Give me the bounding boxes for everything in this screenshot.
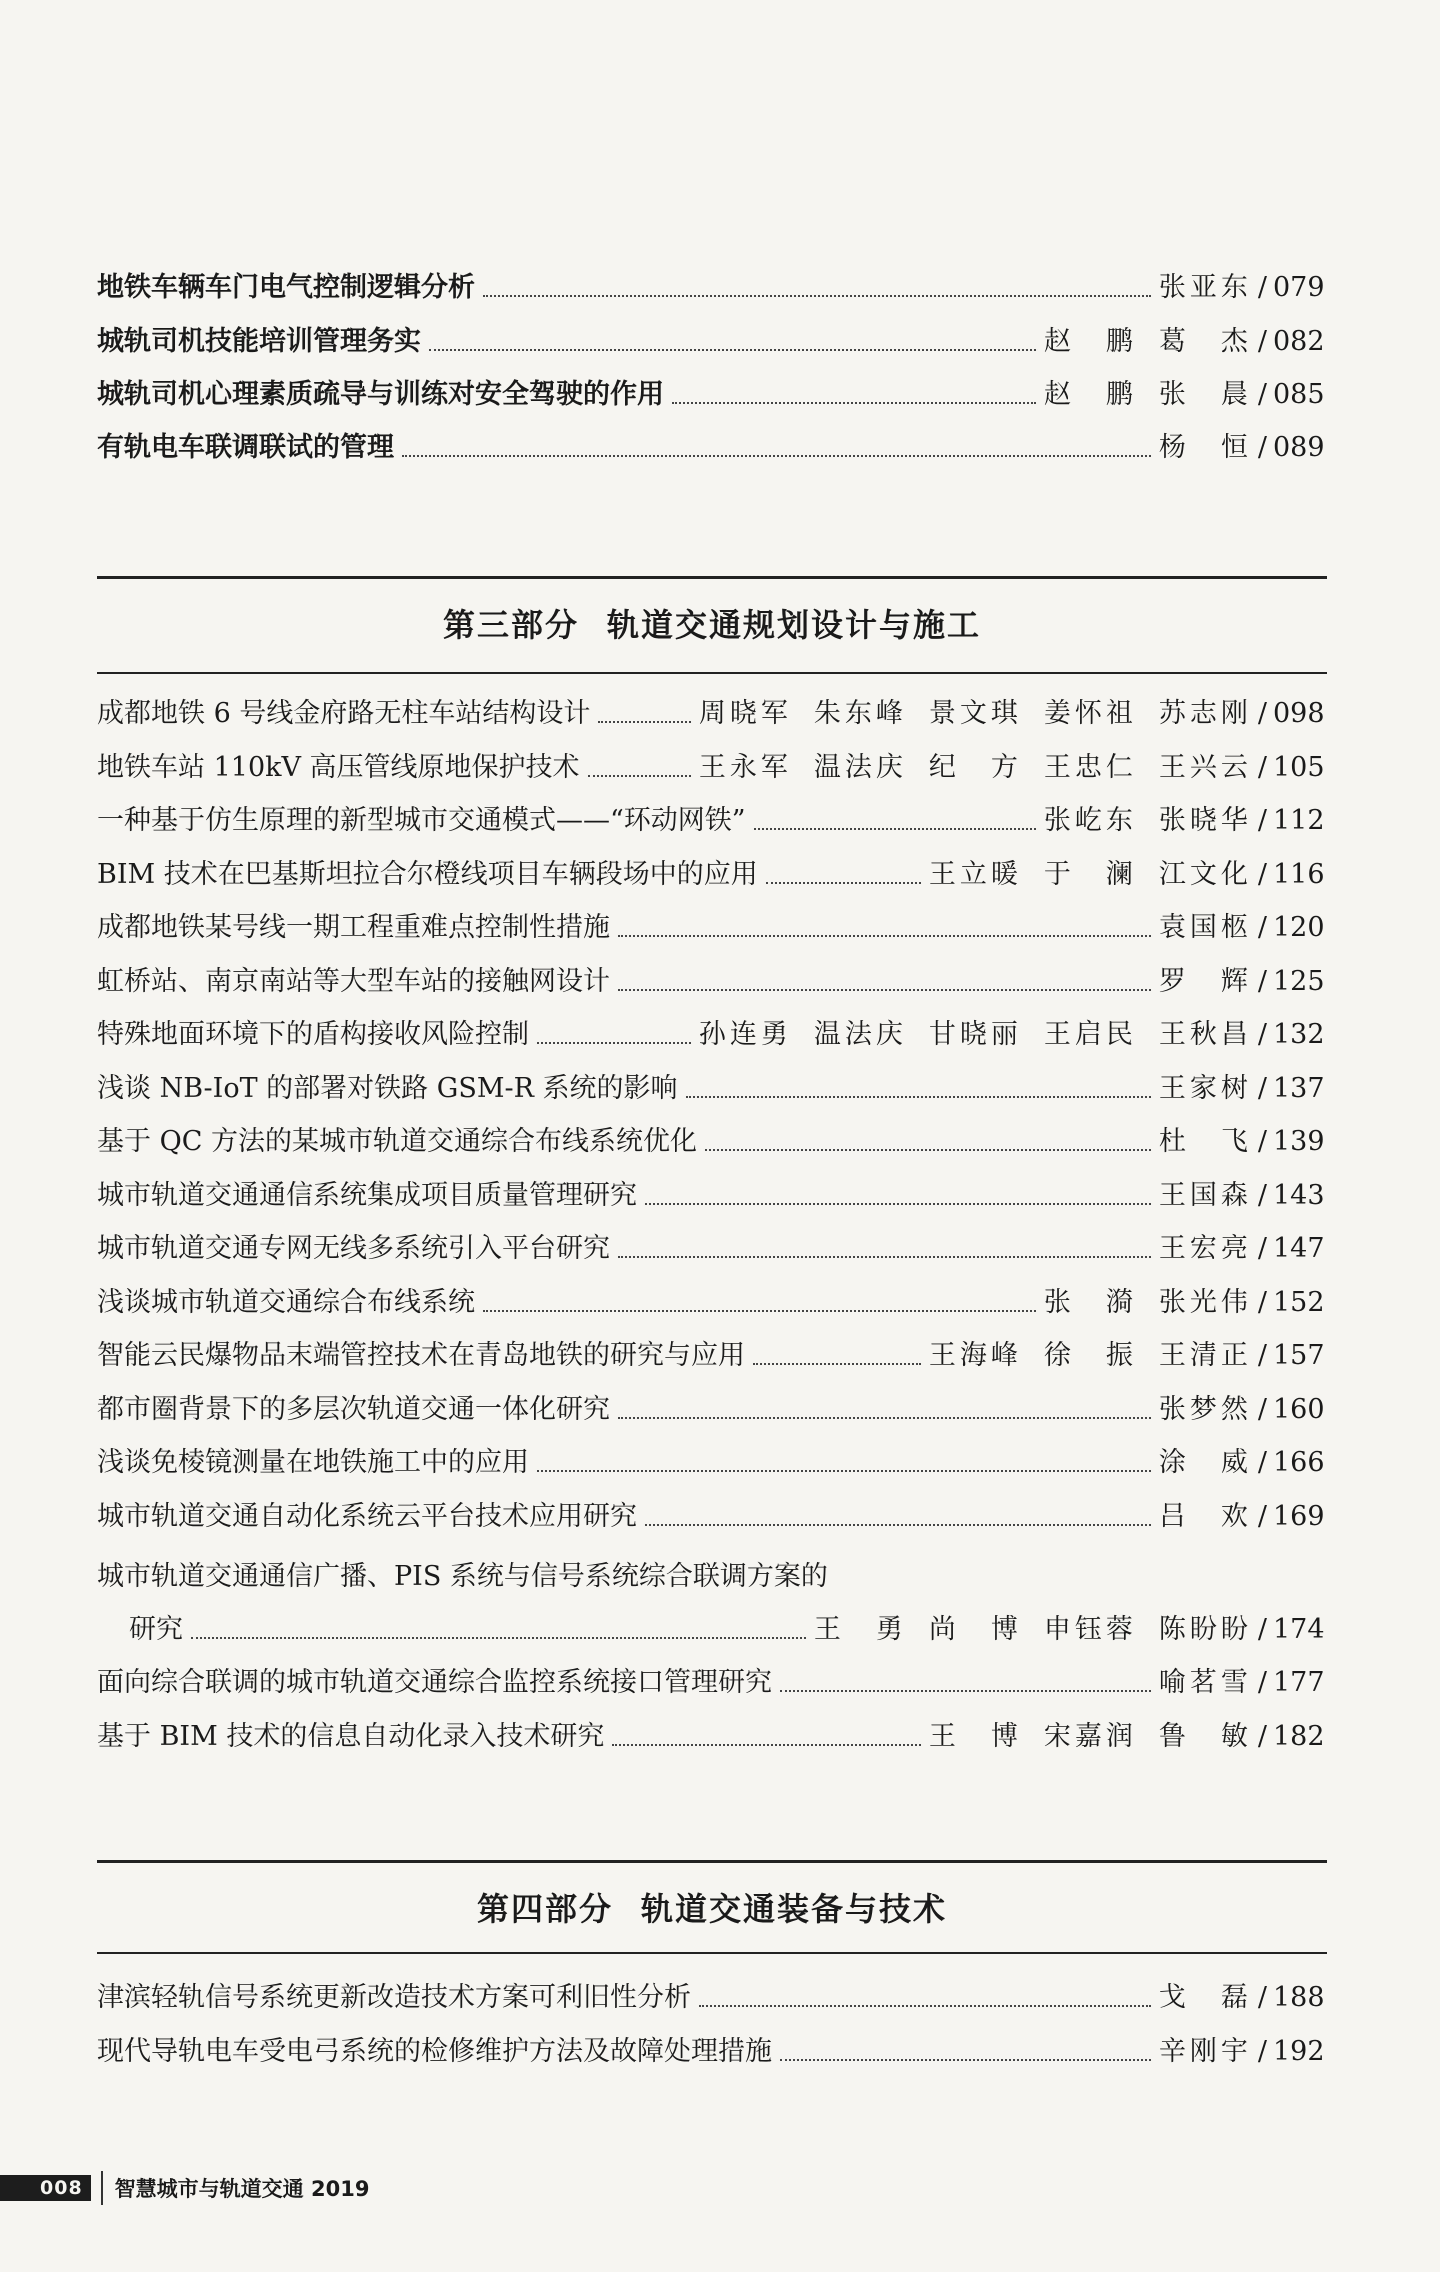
toc-entry-page: 169 [1273, 1500, 1325, 1532]
author-name: 王宏亮 [1158, 1233, 1252, 1264]
page-separator: / [1257, 1667, 1267, 1698]
toc-entry[interactable] [97, 1229, 1323, 1269]
toc-entry[interactable] [97, 1283, 1323, 1323]
author-name: 吕 欢 [1158, 1500, 1252, 1532]
toc-entry-title: 基于 QC 方法的某城市轨道交通综合布线系统优化 [97, 1126, 697, 1157]
toc-entry[interactable] [97, 1122, 1323, 1162]
dot-leader [618, 988, 1151, 991]
author-name: 张亚东 [1158, 272, 1252, 303]
toc-entry[interactable] [97, 1610, 1323, 1650]
toc-entry-page: 137 [1273, 1072, 1325, 1104]
author-name: 孙连勇 [698, 1019, 792, 1050]
toc-entry-authors [1159, 1122, 1252, 1162]
toc-entry-authors [699, 748, 1252, 788]
toc-entry-page: 143 [1273, 1179, 1325, 1211]
toc-entry-title: 成都地铁 6 号线金府路无柱车站结构设计 [97, 698, 591, 729]
toc-entry[interactable] [97, 1069, 1323, 1109]
toc-entry-page: 139 [1273, 1126, 1325, 1157]
page-separator: / [1257, 1286, 1267, 1318]
toc-entry-authors [1159, 962, 1252, 1002]
section-rule-bottom [97, 1952, 1327, 1954]
page-separator: / [1257, 326, 1267, 357]
toc-entry-authors [929, 1336, 1252, 1376]
section-rule-top [97, 576, 1327, 579]
dot-leader [753, 1362, 921, 1365]
toc-entry-page: 188 [1273, 1982, 1325, 2013]
toc-entry-authors [1159, 1497, 1252, 1537]
dot-leader [672, 401, 1036, 404]
section-name: 轨道交通装备与技术 [641, 1890, 948, 1928]
toc-entry-page: 157 [1273, 1340, 1325, 1371]
toc-entry-authors [1159, 268, 1252, 308]
dot-leader [483, 294, 1151, 297]
page-separator: / [1257, 1340, 1267, 1371]
page-separator: / [1257, 1072, 1267, 1104]
section-heading-part3 [97, 600, 1327, 650]
author-name: 葛 杰 [1158, 326, 1252, 357]
toc-entry-authors [1044, 1283, 1252, 1323]
author-name: 王家树 [1158, 1072, 1252, 1104]
toc-entry-title: 成都地铁某号线一期工程重难点控制性措施 [97, 912, 610, 943]
author-name: 温法庆 [813, 1019, 907, 1050]
toc-entry-title-line1: 城市轨道交通通信广播、PIS 系统与信号系统综合联调方案的 [97, 1561, 828, 1592]
toc-entry[interactable] [97, 268, 1323, 308]
page-separator: / [1257, 1126, 1267, 1157]
author-name: 王忠仁 [1043, 751, 1137, 783]
toc-entry-page: 098 [1273, 698, 1325, 729]
toc-entry-page: 174 [1273, 1614, 1325, 1645]
toc-entry-title: 城市轨道交通自动化系统云平台技术应用研究 [97, 1500, 637, 1532]
toc-entry[interactable] [97, 694, 1323, 734]
page-separator: / [1257, 1179, 1267, 1211]
toc-entry-authors [814, 1610, 1252, 1650]
toc-entry-authors [1159, 1390, 1252, 1430]
author-name: 王永军 [698, 751, 792, 783]
page-separator: / [1257, 379, 1267, 410]
page-separator: / [1257, 698, 1267, 729]
toc-entry[interactable] [97, 375, 1323, 415]
toc-entry-page: 116 [1273, 858, 1325, 890]
toc-entry-page: 085 [1273, 379, 1325, 410]
author-name: 王秋昌 [1158, 1019, 1252, 1050]
toc-entry[interactable] [97, 2032, 1323, 2072]
toc-entry-title: 研究 [129, 1614, 183, 1645]
author-name: 张屹东 [1043, 805, 1137, 836]
dot-leader [645, 1523, 1151, 1526]
footer-divider [101, 2171, 103, 2205]
toc-entry-page: 177 [1273, 1667, 1325, 1698]
author-name: 赵 鹏 [1043, 326, 1137, 357]
toc-entry-authors [1044, 375, 1252, 415]
dot-leader [618, 1416, 1151, 1419]
dot-leader [612, 1743, 921, 1746]
toc-entry-title: 城市轨道交通通信系统集成项目质量管理研究 [97, 1179, 637, 1211]
page-separator: / [1257, 1447, 1267, 1478]
dot-leader [483, 1309, 1036, 1312]
author-name: 苏志刚 [1158, 698, 1252, 729]
page-separator: / [1257, 1614, 1267, 1645]
toc-entry-title: 地铁车站 110kV 高压管线原地保护技术 [97, 751, 580, 783]
toc-entry-title: 都市圈背景下的多层次轨道交通一体化研究 [97, 1393, 610, 1425]
author-name: 赵 鹏 [1043, 379, 1137, 410]
toc-entry-authors [1159, 1978, 1252, 2018]
dot-leader [699, 2004, 1151, 2007]
dot-leader [598, 720, 691, 723]
toc-entry-authors [1159, 1176, 1252, 1216]
toc-entry[interactable] [97, 748, 1323, 788]
author-name: 喻茗雪 [1158, 1667, 1252, 1698]
author-name: 张光伟 [1158, 1286, 1252, 1318]
page-separator: / [1257, 1393, 1267, 1425]
dot-leader [686, 1095, 1151, 1098]
page-separator: / [1257, 1233, 1267, 1264]
toc-entry-title: 现代导轨电车受电弓系统的检修维护方法及故障处理措施 [97, 2035, 772, 2067]
toc-entry-title: 浅谈 NB-IoT 的部署对铁路 GSM-R 系统的影响 [97, 1072, 678, 1104]
toc-entry-page: 147 [1273, 1233, 1325, 1264]
dot-leader [429, 348, 1036, 351]
toc-entry-page: 182 [1273, 1720, 1325, 1752]
toc-entry-page: 089 [1273, 432, 1325, 463]
toc-entry-page: 192 [1273, 2035, 1325, 2067]
page-separator: / [1257, 751, 1267, 783]
author-name: 张晓华 [1158, 805, 1252, 836]
section-rule-bottom [97, 672, 1327, 674]
toc-entry-authors [1159, 908, 1252, 948]
toc-entry[interactable] [97, 855, 1323, 895]
author-name: 袁国柩 [1158, 912, 1252, 943]
page-separator: / [1257, 912, 1267, 943]
toc-entry-page: 082 [1273, 326, 1325, 357]
author-name: 申钰蓉 [1043, 1614, 1137, 1645]
toc-entry-title: 城市轨道交通专网无线多系统引入平台研究 [97, 1233, 610, 1264]
section-number: 第四部分 [476, 1890, 613, 1928]
toc-entry[interactable] [97, 1443, 1323, 1483]
dot-leader [780, 1689, 1151, 1692]
author-name: 甘晓丽 [928, 1019, 1022, 1050]
dot-leader [754, 827, 1036, 830]
author-name: 纪 方 [928, 751, 1022, 783]
toc-entry-authors [699, 1015, 1252, 1055]
page-separator: / [1257, 272, 1267, 303]
page-separator: / [1257, 805, 1267, 836]
toc-entry-authors [1044, 801, 1252, 841]
toc-entry[interactable] [97, 1717, 1323, 1757]
toc-entry-title: 城轨司机技能培训管理务实 [97, 326, 421, 357]
toc-entry[interactable] [97, 908, 1323, 948]
author-name: 王清正 [1158, 1340, 1252, 1371]
toc-entry-page: 166 [1273, 1447, 1325, 1478]
toc-entry[interactable] [97, 1390, 1323, 1430]
dot-leader [402, 454, 1151, 457]
toc-entry[interactable] [97, 1663, 1323, 1703]
author-name: 姜怀祖 [1043, 698, 1137, 729]
dot-leader [537, 1041, 691, 1044]
toc-entry[interactable] [97, 1176, 1323, 1216]
author-name: 徐 振 [1043, 1340, 1137, 1371]
toc-entry-title: 浅谈免棱镜测量在地铁施工中的应用 [97, 1447, 529, 1478]
author-name: 张 漪 [1043, 1286, 1137, 1318]
author-name: 周晓军 [698, 698, 792, 729]
toc-entry-title: BIM 技术在巴基斯坦拉合尔橙线项目车辆段场中的应用 [97, 858, 758, 890]
toc-entry-authors [1159, 1663, 1252, 1703]
page-footer [0, 2168, 600, 2208]
author-name: 戈 磊 [1158, 1982, 1252, 2013]
section-name: 轨道交通规划设计与施工 [607, 606, 982, 644]
toc-entry-title: 有轨电车联调联试的管理 [97, 432, 394, 463]
toc-entry-page: 132 [1273, 1019, 1325, 1050]
author-name: 鲁 敏 [1158, 1720, 1252, 1752]
author-name: 王兴云 [1158, 751, 1252, 783]
toc-entry-page: 079 [1273, 272, 1325, 303]
author-name: 张 晨 [1158, 379, 1252, 410]
page-separator: / [1257, 965, 1267, 997]
section-rule-top [97, 1860, 1327, 1863]
dot-leader [645, 1202, 1151, 1205]
toc-entry-authors [699, 694, 1252, 734]
toc-entry-title: 城轨司机心理素质疏导与训练对安全驾驶的作用 [97, 379, 664, 410]
author-name: 宋嘉润 [1043, 1720, 1137, 1752]
dot-leader [705, 1148, 1151, 1151]
toc-entry-authors [1159, 428, 1252, 468]
toc-entry-authors [929, 1717, 1252, 1757]
toc-entry-page: 105 [1273, 751, 1325, 783]
author-name: 景文琪 [928, 698, 1022, 729]
dot-leader [766, 881, 921, 884]
author-name: 温法庆 [813, 751, 907, 783]
toc-entry-title: 地铁车辆车门电气控制逻辑分析 [97, 272, 475, 303]
author-name: 于 澜 [1043, 858, 1137, 890]
toc-entry[interactable] [97, 1015, 1323, 1055]
author-name: 江文化 [1158, 858, 1252, 890]
page-separator: / [1257, 858, 1267, 890]
page-separator: / [1257, 432, 1267, 463]
author-name: 杜 飞 [1158, 1126, 1252, 1157]
toc-entry-title: 智能云民爆物品末端管控技术在青岛地铁的研究与应用 [97, 1340, 745, 1371]
toc-entry[interactable] [97, 428, 1323, 468]
toc-entry-authors [929, 855, 1252, 895]
dot-leader [618, 1255, 1151, 1258]
toc-entry-title: 基于 BIM 技术的信息自动化录入技术研究 [97, 1720, 605, 1752]
section-number: 第三部分 [442, 606, 579, 644]
toc-entry[interactable] [97, 1336, 1323, 1376]
page-separator: / [1257, 1720, 1267, 1752]
toc-entry-page: 120 [1273, 912, 1325, 943]
toc-entry-authors [1159, 1443, 1252, 1483]
toc-entry-title: 津滨轻轨信号系统更新改造技术方案可利旧性分析 [97, 1982, 691, 2013]
toc-entry[interactable] [97, 322, 1323, 362]
dot-leader [618, 934, 1151, 937]
toc-entry[interactable] [97, 962, 1323, 1002]
dot-leader [537, 1469, 1151, 1472]
toc-entry[interactable] [97, 1978, 1323, 2018]
toc-entry-title: 一种基于仿生原理的新型城市交通模式——“环动网铁” [97, 805, 746, 836]
toc-entry[interactable] [97, 801, 1323, 841]
toc-entry-authors [1159, 1229, 1252, 1269]
toc-entry-authors [1044, 322, 1252, 362]
author-name: 陈盼盼 [1158, 1614, 1252, 1645]
author-name: 王海峰 [928, 1340, 1022, 1371]
author-name: 罗 辉 [1158, 965, 1252, 997]
toc-entry-title: 虹桥站、南京南站等大型车站的接触网设计 [97, 965, 610, 997]
author-name: 涂 威 [1158, 1447, 1252, 1478]
author-name: 张梦然 [1158, 1393, 1252, 1425]
page-separator: / [1257, 1019, 1267, 1050]
toc-entry-page: 160 [1273, 1393, 1325, 1425]
author-name: 王启民 [1043, 1019, 1137, 1050]
author-name: 杨 恒 [1158, 432, 1252, 463]
dot-leader [191, 1636, 806, 1639]
page-separator: / [1257, 1500, 1267, 1532]
dot-leader [780, 2058, 1151, 2061]
author-name: 王立暖 [928, 858, 1022, 890]
page-separator: / [1257, 1982, 1267, 2013]
author-name: 辛刚宇 [1158, 2035, 1252, 2067]
dot-leader [588, 774, 691, 777]
author-name: 朱东峰 [813, 698, 907, 729]
toc-entry-title: 浅谈城市轨道交通综合布线系统 [97, 1286, 475, 1318]
author-name: 尚 博 [928, 1614, 1022, 1645]
footer-page-number: 008 [0, 2175, 91, 2201]
section-heading-part4 [97, 1884, 1327, 1934]
author-name: 王 勇 [813, 1614, 907, 1645]
page-separator: / [1257, 2035, 1267, 2067]
footer-journal-title: 智慧城市与轨道交通 2019 [114, 2177, 370, 2201]
toc-entry[interactable] [97, 1497, 1323, 1537]
toc-entry-title: 面向综合联调的城市轨道交通综合监控系统接口管理研究 [97, 1667, 772, 1698]
toc-entry-page: 125 [1273, 965, 1325, 997]
toc-entry-authors [1159, 1069, 1252, 1109]
author-name: 王 博 [928, 1720, 1022, 1752]
toc-entry-page: 152 [1273, 1286, 1325, 1318]
toc-entry-title: 特殊地面环境下的盾构接收风险控制 [97, 1019, 529, 1050]
author-name: 王国森 [1158, 1179, 1252, 1211]
toc-entry-page: 112 [1273, 805, 1325, 836]
toc-entry-authors [1159, 2032, 1252, 2072]
